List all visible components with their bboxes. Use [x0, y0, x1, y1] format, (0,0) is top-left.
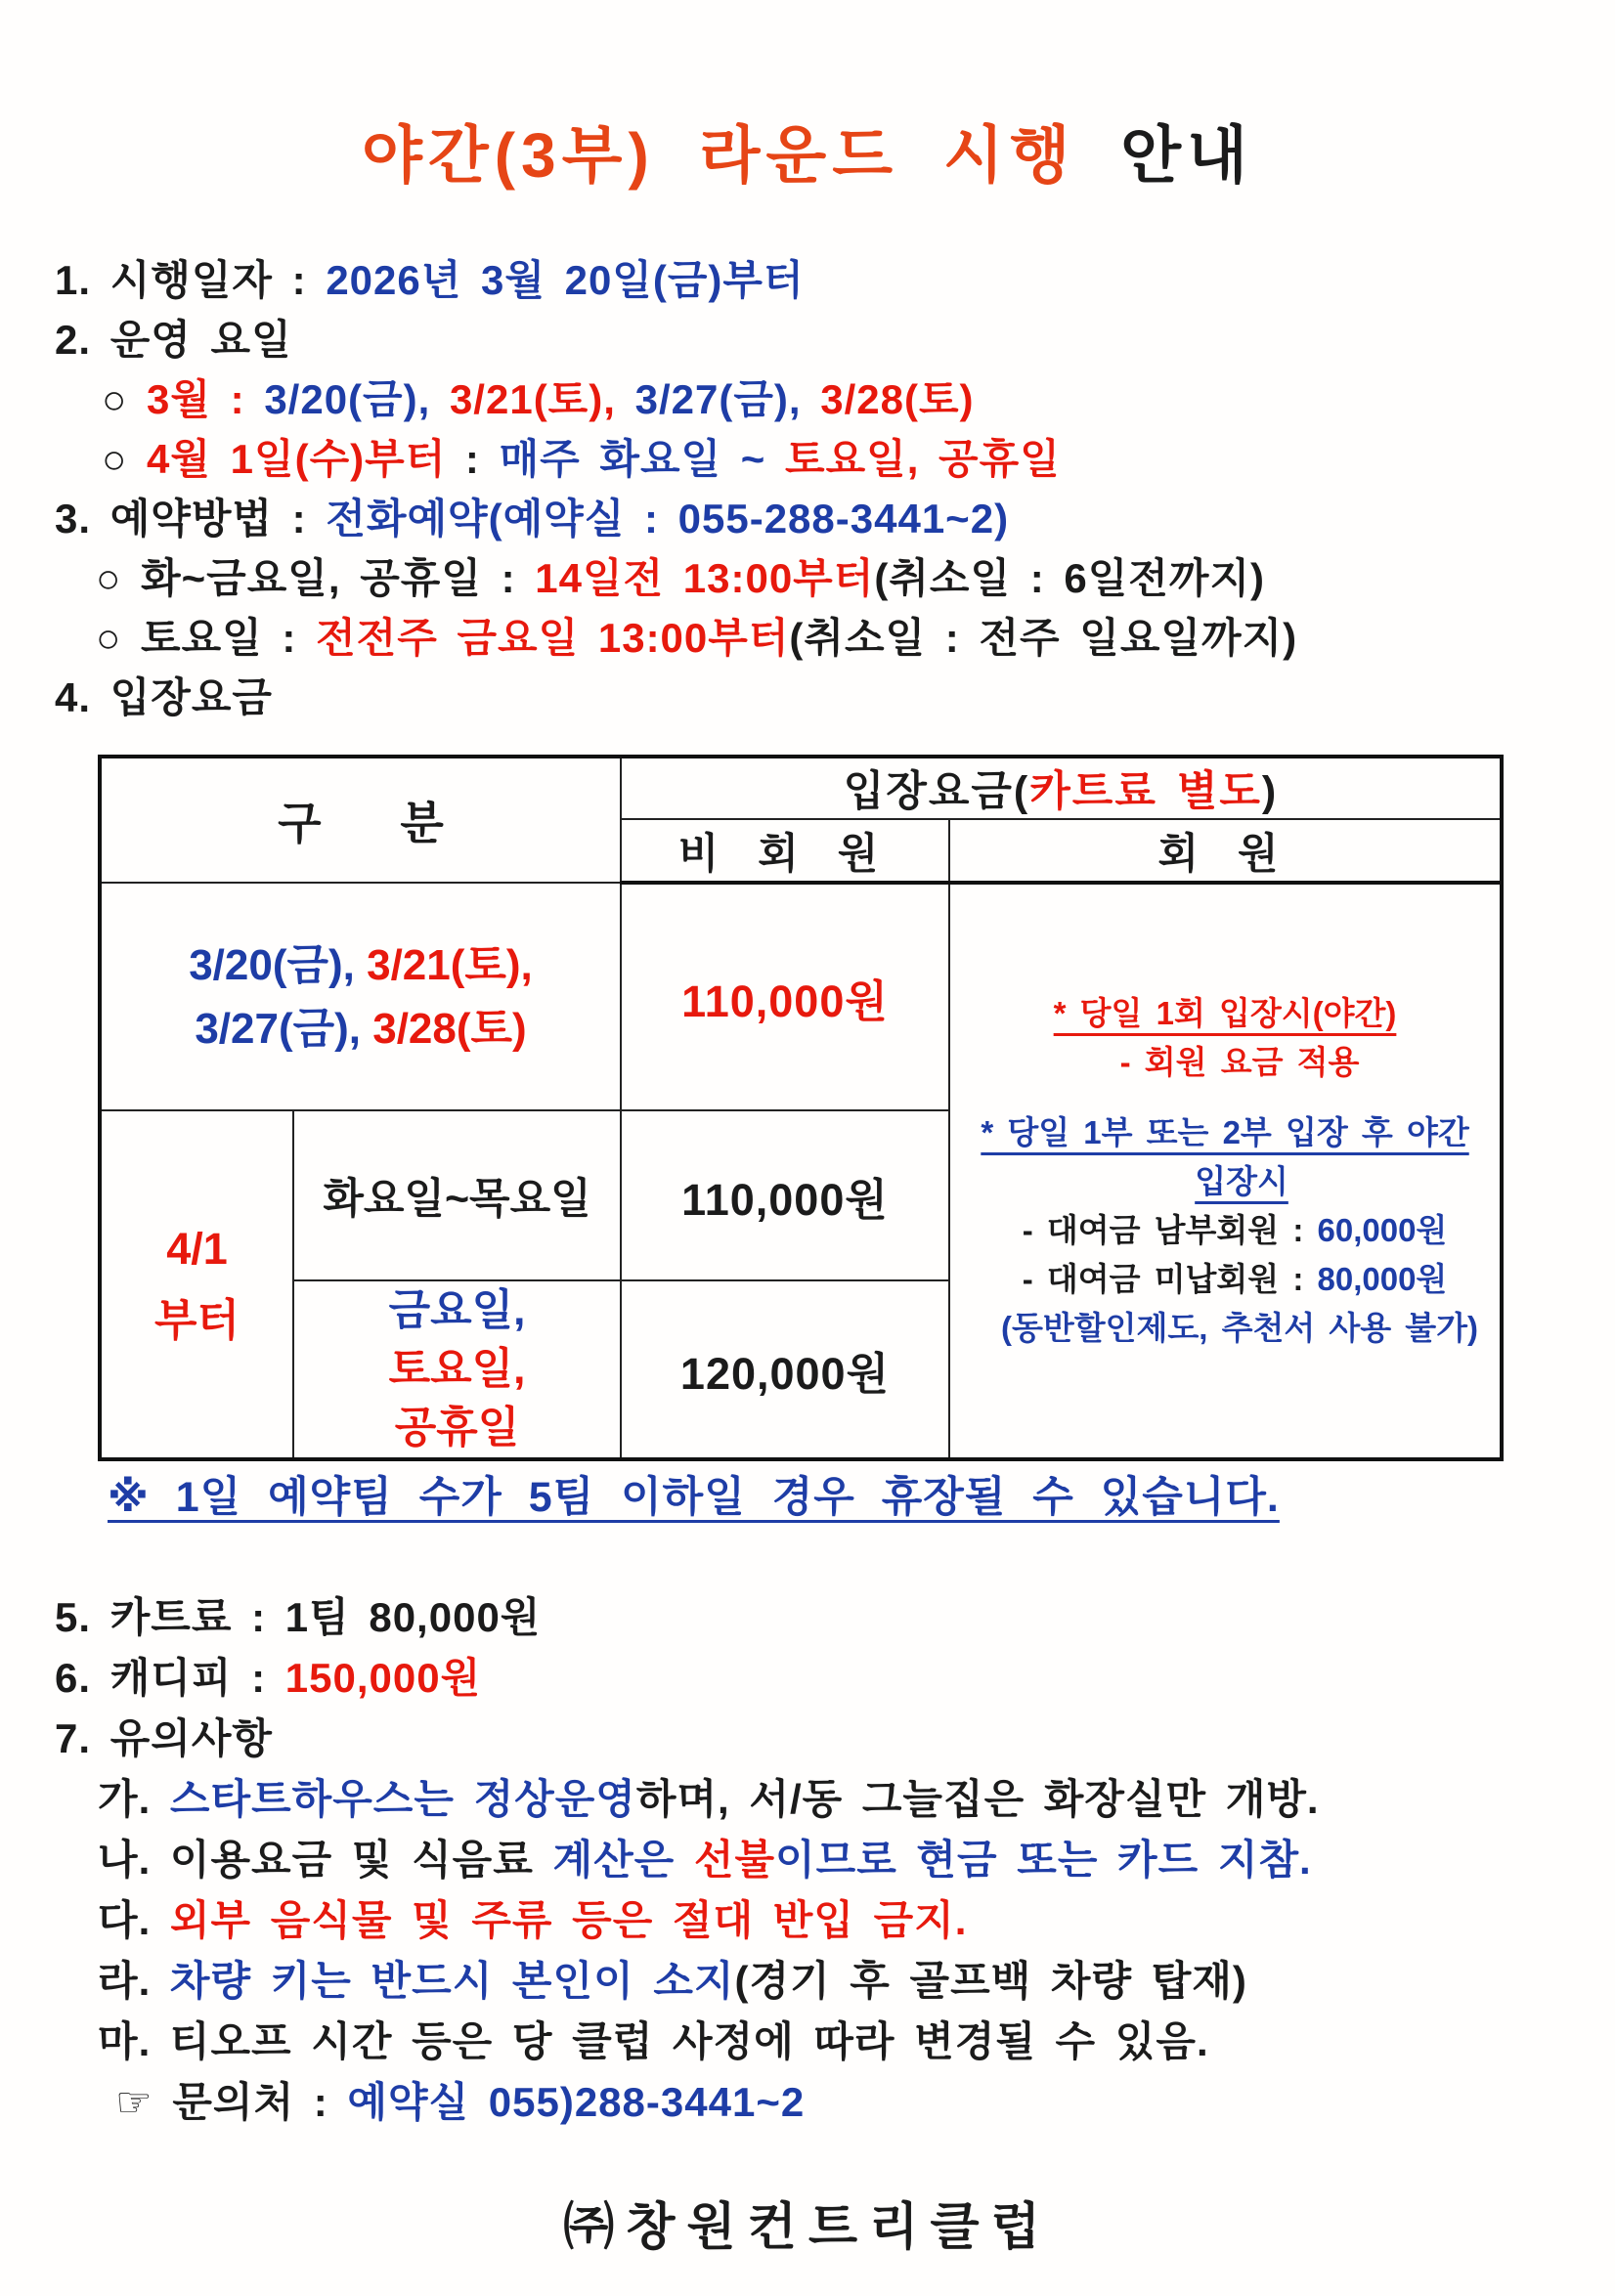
text-segment: (경기 후 골프백 차량 탑재) [734, 1958, 1247, 2004]
text-segment: 전전주 금요일 13:00부터 [316, 615, 790, 661]
text-segment: (취소일 : 6일전까지) [874, 555, 1266, 601]
cell-weekend-label [293, 1280, 621, 1459]
table-header-member: 회 원 [949, 819, 1502, 883]
text-segment: 안내 [1120, 120, 1253, 191]
text-segment: - 대여금 남부회원 : [1022, 1212, 1318, 1248]
text-segment: 150,000원 [284, 1655, 482, 1701]
cell-weekend-nonmember-fee [621, 1280, 949, 1459]
cell-march-dates [100, 883, 621, 1110]
march-dates-line-1 [102, 933, 620, 997]
text-segment: (동반할인제도, 추천서 사용 불가) [1000, 1310, 1479, 1346]
text-segment: 14일전 13:00부터 [535, 555, 875, 601]
april-label-line-2 [102, 1284, 292, 1356]
text-segment: : [446, 436, 500, 482]
text-segment: 110,000원 [681, 1174, 889, 1225]
line-operating-days [55, 310, 1297, 369]
text-segment: 토요일, 공휴일 [785, 436, 1061, 482]
text-segment: 부터 [154, 1295, 240, 1345]
text-segment: 계산은 [552, 1837, 694, 1883]
note-member-fee-applied [950, 1038, 1500, 1087]
line-caddie-fee [55, 1648, 1320, 1709]
text-segment: 마. 티오프 시간 등은 당 클럽 사정에 따라 변경될 수 있음. [98, 2018, 1209, 2064]
text-segment: 3/28(토) [372, 1004, 527, 1053]
table-header-fee-title [621, 757, 1502, 819]
weekend-label-line-3 [294, 1399, 620, 1457]
text-segment: 3. 예약방법 : [55, 496, 327, 542]
text-segment: 나. 이용요금 및 식음료 [98, 1837, 553, 1883]
text-segment: 60,000원 [1317, 1212, 1448, 1248]
text-segment: 입장요금( [843, 768, 1030, 815]
line-notice-da [55, 1890, 1320, 1951]
text-segment: 6. 캐디피 : [55, 1655, 285, 1701]
text-segment: 다. [98, 1897, 170, 1943]
line-april-days [55, 429, 1297, 489]
text-segment: 공휴일 [394, 1404, 520, 1451]
text-segment: 3/20(금), [189, 940, 368, 989]
text-segment: 3/27(금), [195, 1004, 373, 1053]
text-segment: 야간(3부) 라운드 시행 [362, 120, 1121, 191]
note-paid-member-fee [950, 1206, 1500, 1255]
cell-member-notes [949, 883, 1502, 1459]
text-segment: 스타트하우스는 정상운영 [169, 1776, 636, 1822]
text-segment: 전화예약(예약실 : 055-288-3441~2) [326, 496, 1010, 542]
weekend-label-line-1 [294, 1281, 620, 1340]
intro-list [55, 250, 1297, 727]
text-segment: 외부 음식물 및 주류 등은 절대 반입 금지. [169, 1897, 968, 1943]
text-segment: 3월 : [147, 376, 265, 422]
text-segment: 80,000원 [1317, 1261, 1448, 1297]
text-segment: 2026년 3월 20일(금)부터 [326, 257, 805, 303]
line-weekday-reservation [55, 548, 1297, 608]
text-segment: 4/1 [166, 1224, 228, 1274]
page-title [0, 106, 1615, 195]
line-start-date [55, 250, 1297, 310]
text-segment: ○ 토요일 : [96, 615, 317, 661]
text-segment: 3/21(토), [367, 940, 533, 989]
cell-weekday-nonmember-fee [621, 1110, 949, 1280]
text-segment: - 대여금 미납회원 : [1022, 1261, 1318, 1297]
text-segment: 7. 유의사항 [55, 1715, 273, 1761]
text-segment: 토요일, [388, 1345, 526, 1393]
outro-list [55, 1587, 1320, 2133]
line-cart-fee [55, 1587, 1320, 1648]
line-notice-ra [55, 1951, 1320, 2012]
text-segment: * 당일 1회 입장시(야간) [1053, 995, 1397, 1031]
weekend-label-line-2 [294, 1340, 620, 1399]
line-contact [55, 2072, 1320, 2133]
note-after-round-entry-2 [950, 1157, 1500, 1206]
text-segment: ○ [102, 436, 148, 482]
text-segment: 예약실 055)288-3441~2 [347, 2079, 806, 2125]
closure-note [108, 1464, 1280, 1524]
text-segment: ) [1261, 768, 1279, 815]
line-notice-na [55, 1830, 1320, 1890]
line-march-days [55, 369, 1297, 429]
march-dates-line-2 [102, 997, 620, 1061]
text-segment: - 회원 요금 적용 [1119, 1044, 1360, 1080]
line-reservation-method [55, 489, 1297, 548]
text-segment: (취소일 : 전주 일요일까지) [789, 615, 1298, 661]
note-after-round-entry-1 [950, 1108, 1500, 1157]
april-label-line-1 [102, 1213, 292, 1284]
text-segment: 120,000원 [679, 1348, 891, 1399]
line-saturday-reservation [55, 608, 1297, 668]
text-segment: 4. 입장요금 [55, 674, 273, 720]
text-segment: 가. [98, 1776, 170, 1822]
text-segment: 4월 1일(수)부터 [147, 436, 447, 482]
cell-april-start-label [100, 1110, 293, 1459]
text-segment: 110,000원 [681, 975, 889, 1026]
text-segment: 1. 시행일자 : [55, 257, 327, 303]
admission-fee-table [98, 755, 1504, 1461]
note-unpaid-member-fee [950, 1255, 1500, 1304]
line-notice-ga [55, 1769, 1320, 1830]
text-segment: 3/28(토) [820, 376, 975, 422]
line-notice-ma [55, 2012, 1320, 2072]
text-segment: * 당일 1부 또는 2부 입장 후 야간 [981, 1114, 1469, 1150]
text-segment: 3/27(금), [634, 376, 821, 422]
text-segment: 3/21(토), [449, 376, 635, 422]
text-segment: 매주 화요일 ~ [499, 436, 785, 482]
text-segment: ☞ 문의처 : [115, 2079, 348, 2125]
table-header-category: 구 분 [100, 757, 621, 883]
text-segment: 이므로 현금 또는 카드 지참. [775, 1837, 1312, 1883]
line-notice-heading [55, 1709, 1320, 1769]
text-segment: 입장시 [1195, 1163, 1288, 1199]
text-segment: 3/20(금), [264, 376, 450, 422]
cell-weekday-label: 화요일~목요일 [293, 1110, 621, 1280]
note-no-discount [950, 1304, 1500, 1353]
text-segment: ※ 1일 예약팀 수가 5팀 이하일 경우 휴장될 수 있습니다. [108, 1474, 1280, 1521]
text-segment: 2. 운영 요일 [55, 317, 292, 363]
text-segment: 5. 카트료 : 1팀 80,000원 [55, 1594, 542, 1640]
line-admission-fee-heading [55, 668, 1297, 727]
text-segment: 선불 [693, 1837, 776, 1883]
text-segment: ○ [102, 376, 148, 422]
text-segment: 하며, 서/동 그늘집은 화장실만 개방. [635, 1776, 1320, 1822]
text-segment: 라. [98, 1958, 170, 2004]
cell-march-nonmember-fee [621, 883, 949, 1110]
note-same-day-entry [950, 989, 1500, 1038]
table-header-nonmember: 비 회 원 [621, 819, 949, 883]
text-segment: 금요일, [388, 1286, 526, 1334]
text-segment: ○ 화~금요일, 공휴일 : [96, 555, 536, 601]
company-name: ㈜창원컨트리클럽 [563, 2199, 1052, 2256]
text-segment: 차량 키는 반드시 본인이 소지 [169, 1958, 735, 2004]
text-segment: 카트료 별도 [1029, 768, 1262, 815]
